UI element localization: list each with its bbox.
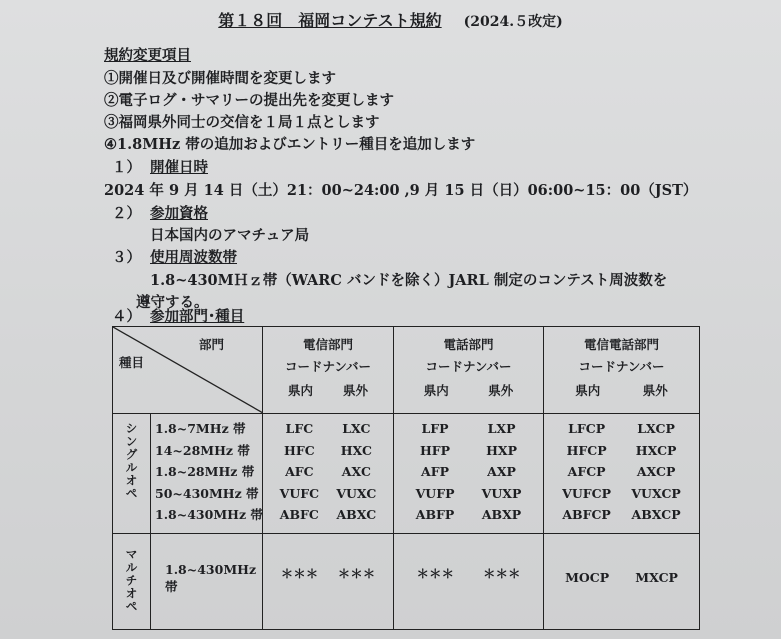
single-op-label: シングルオペ: [124, 422, 138, 500]
single-op-label-cell: [113, 414, 151, 534]
change-item: ④1.8MHz 帯の追加およびエントリー種目を追加します: [104, 136, 476, 153]
division-name: 電話部門: [443, 337, 494, 352]
code: HXCP: [635, 442, 677, 458]
code: HXP: [486, 442, 517, 458]
band-label: 1.8~7MHz 帯: [155, 421, 246, 436]
code: MXCP: [635, 570, 678, 585]
changes-heading: 規約変更項目: [104, 47, 191, 64]
code: ABXP: [481, 507, 522, 522]
code: ＊＊＊: [482, 566, 521, 581]
title-main: 第１８回 福岡コンテスト規約: [218, 11, 442, 30]
section-title-bands: 使用周波数帯: [150, 249, 237, 266]
single-bands-cell: [151, 414, 263, 534]
out-pref-label: 県外: [342, 383, 368, 398]
single-cwphone-codes: [544, 414, 700, 534]
code: HFC: [284, 442, 315, 458]
code: LXCP: [637, 421, 675, 436]
table-corner-cell: [113, 327, 263, 414]
single-cw-codes: [263, 414, 394, 534]
out-pref-label: 県外: [642, 383, 668, 398]
code: ＊＊＊: [416, 566, 454, 581]
in-pref-label: 県内: [423, 383, 449, 398]
code: AFCP: [567, 464, 606, 479]
code: VUXCP: [631, 485, 681, 501]
multi-cw-codes: [263, 534, 394, 630]
code: LFCP: [568, 421, 606, 436]
change-item: ②電子ログ・サマリーの提出先を変更します: [104, 92, 394, 109]
code: ＊＊＊: [280, 566, 319, 581]
entry-category-table: [112, 326, 700, 630]
code-number-label: コードナンバー: [578, 359, 665, 374]
section-number: ４）: [112, 308, 141, 325]
code: HFP: [419, 442, 451, 458]
section-title-eligibility: 参加資格: [150, 205, 208, 222]
corner-label-category: 種目: [119, 355, 145, 370]
code: LXP: [487, 421, 516, 436]
change-item: ①開催日及び開催時間を変更します: [104, 70, 336, 87]
multi-band-cell: [151, 534, 263, 630]
code: ABFC: [279, 507, 319, 522]
band-label: 14~28MHz 帯: [155, 442, 250, 458]
change-item: ③福岡県外同士の交信を１局１点とします: [104, 114, 380, 131]
multi-op-label: マルチオペ: [124, 548, 138, 613]
code: ABXCP: [631, 507, 681, 522]
band-label: 50~430MHz 帯: [155, 485, 259, 501]
section-number: ３）: [112, 249, 141, 266]
header-phone: [394, 327, 544, 414]
section-eligibility-text: 日本国内のアマチュア局: [150, 227, 310, 244]
code: ABFCP: [562, 507, 611, 522]
code: VUXP: [481, 485, 522, 501]
document-title: [0, 8, 781, 31]
multi-phone-codes: [394, 534, 544, 630]
header-cw-phone: [544, 327, 700, 414]
section-bands-text-2: 遵守する。: [136, 294, 209, 311]
code: LFP: [421, 421, 449, 436]
code: ABFP: [415, 507, 455, 522]
code: AFC: [285, 464, 314, 479]
out-pref-label: 県外: [488, 383, 514, 398]
code: AXC: [341, 464, 371, 479]
code: ABXC: [336, 507, 377, 522]
section-title-dates: 開催日時: [150, 159, 208, 176]
header-cw: [263, 327, 394, 414]
code: MOCP: [565, 570, 610, 585]
section-bands-text: 1.8~430MＨｚ帯（WARC バンドを除く）JARL 制定のコンテスト周波数を: [150, 272, 668, 289]
division-name: 電信部門: [302, 337, 353, 352]
code: LXC: [342, 421, 371, 436]
code: AXP: [487, 464, 516, 479]
code: AFP: [421, 464, 450, 479]
division-name: 電信電話部門: [583, 337, 659, 352]
code-number-label: コードナンバー: [284, 359, 371, 374]
code: VUFCP: [562, 485, 611, 501]
code: VUXC: [336, 485, 377, 501]
code: AXCP: [636, 464, 676, 479]
code: VUFC: [279, 485, 320, 501]
section-number: ２）: [112, 205, 141, 222]
multi-cwphone-codes: [544, 534, 700, 630]
in-pref-label: 県内: [575, 383, 601, 398]
band-label: 1.8~430MHz 帯: [165, 562, 257, 594]
single-phone-codes: [394, 414, 544, 534]
code: HXC: [340, 442, 372, 458]
section-number: １）: [112, 159, 141, 176]
band-label: 1.8~430MHz 帯: [155, 507, 263, 522]
code: ＊＊＊: [337, 566, 376, 581]
section-dates-text: 2024 年 9 月 14 日（土）21：00~24:00 ,9 月 15 日（日）06:00~15：00（JST）: [104, 182, 698, 199]
corner-label-division: 部門: [198, 337, 224, 352]
code: HFCP: [566, 442, 607, 458]
code: VUFP: [415, 485, 455, 501]
code: LFC: [285, 421, 314, 436]
section-title-categories: 参加部門･種目: [150, 308, 245, 325]
multi-op-label-cell: [113, 534, 151, 630]
code-number-label: コードナンバー: [425, 359, 512, 374]
title-revision: (2024.５改定): [463, 14, 563, 30]
in-pref-label: 県内: [287, 383, 313, 398]
band-label: 1.8~28MHz 帯: [155, 464, 255, 479]
